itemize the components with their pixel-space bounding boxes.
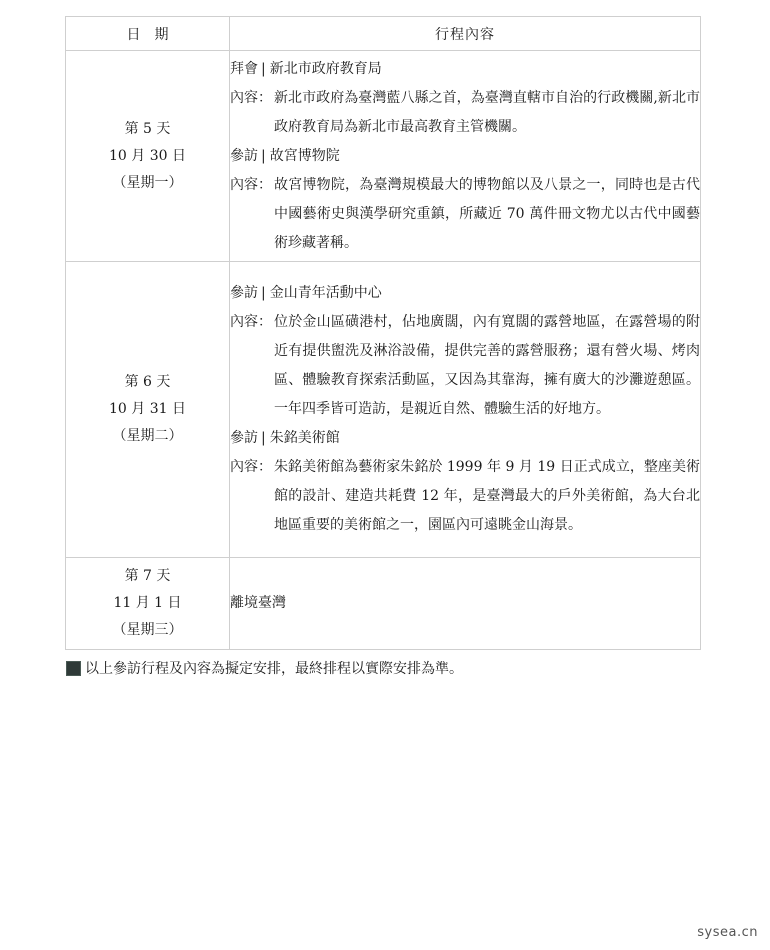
entry-label: 內容 xyxy=(230,176,258,193)
entry: 內容： 朱銘美術館為藝術家朱銘於 1999 年 9 月 19 日正式成立，整座美術館的設計、建造共耗費 12 年，是臺灣最大的戶外美術館，為大台北地區重要的美術館之一，園區內可遠眺金山海景。 xyxy=(230,453,700,540)
entry: 參訪 | 朱銘美術館 xyxy=(230,424,700,453)
entry: 參訪 | 金山青年活動中心 xyxy=(230,279,700,308)
entry-label: 參訪 xyxy=(230,285,258,301)
entry-text: 故宮博物院，為臺灣規模最大的博物館以及八景之一，同時也是古代中國藝術史與漢學研究重鎮，所藏近 70 萬件冊文物尤以古代中國藝術珍藏著稱。 xyxy=(274,176,700,251)
table-row xyxy=(66,558,701,650)
day-number: 第 6 天 xyxy=(124,374,171,390)
day-number: 第 5 天 xyxy=(124,120,171,137)
header-date: 日期 xyxy=(66,17,230,51)
content-cell xyxy=(230,558,701,650)
entry-text: 離境臺灣 xyxy=(230,595,286,611)
entry-label: 參訪 xyxy=(230,430,258,446)
entry-label: 拜會 xyxy=(230,60,258,77)
day-cell xyxy=(66,51,230,262)
entry-label: 內容 xyxy=(230,314,258,330)
footnote xyxy=(66,658,463,678)
entry-text: 朱銘美術館為藝術家朱銘於 1999 年 9 月 19 日正式成立，整座美術館的設計、建造共耗費 12 年，是臺灣最大的戶外美術館，為大台北地區重要的美術館之一，園區內可遠眺金山海景。 xyxy=(274,459,700,533)
entry: 內容： 位於金山區磺港村，佔地廣闊，內有寬闊的露營地區，在露營場的附近有提供盥洗及淋浴設備，提供完善的露營服務；還有營火場、烤肉區、體驗教育探索活動區，又因為其靠海，擁有廣大的沙灘遊憩區。一年四季皆可造訪，是親近自然、體驗生活的好地方。 xyxy=(230,308,700,424)
header-content: 行程內容 xyxy=(230,17,701,51)
content-cell xyxy=(230,262,701,558)
entry-text: 故宮博物院 xyxy=(269,147,340,164)
content-cell xyxy=(230,51,701,262)
watermark: sysea.cn xyxy=(697,925,758,940)
day-date: 10 月 31 日 xyxy=(109,401,186,417)
entry-text: 朱銘美術館 xyxy=(269,430,340,446)
day-weekday: （星期一） xyxy=(112,174,183,191)
entry: 拜會 | 新北市政府教育局 xyxy=(230,55,700,84)
day-cell xyxy=(66,558,230,650)
day-cell xyxy=(66,262,230,558)
day-number: 第 7 天 xyxy=(124,568,171,584)
entry: 參訪 | 故宮博物院 xyxy=(230,142,700,171)
day-weekday: （星期二） xyxy=(112,428,183,444)
itinerary-table xyxy=(65,16,701,650)
square-bullet-icon xyxy=(66,661,81,676)
footnote-text: 以上參訪行程及內容為擬定安排，最終排程以實際安排為準。 xyxy=(85,661,463,677)
entry-text: 新北市政府教育局 xyxy=(269,60,382,77)
table-header-row xyxy=(66,17,701,51)
entry-text: 位於金山區磺港村，佔地廣闊，內有寬闊的露營地區，在露營場的附近有提供盥洗及淋浴設備，提供完善的露營服務；還有營火場、烤肉區、體驗教育探索活動區，又因為其靠海，擁有廣大的沙灘遊憩區。一年四季皆可造訪，是親近自然、體驗生活的好地方。 xyxy=(274,314,700,417)
entry-label: 內容 xyxy=(230,89,258,106)
entry-label: 參訪 xyxy=(230,147,258,164)
entry: 內容： 新北市政府為臺灣藍八縣之首，為臺灣直轄市自治的行政機關,新北市政府教育局為新北市最高教育主管機關。 xyxy=(230,84,700,142)
day-weekday: （星期三） xyxy=(112,622,183,638)
table-row xyxy=(66,51,701,262)
day-date: 11 月 1 日 xyxy=(113,595,182,611)
entry: 內容： 故宮博物院，為臺灣規模最大的博物館以及八景之一，同時也是古代中國藝術史與漢學研究重鎮，所藏近 70 萬件冊文物尤以古代中國藝術珍藏著稱。 xyxy=(230,171,700,258)
day-date: 10 月 30 日 xyxy=(109,147,186,164)
table-row xyxy=(66,262,701,558)
entry-label: 內容 xyxy=(230,459,258,475)
entry-text: 新北市政府為臺灣藍八縣之首，為臺灣直轄市自治的行政機關,新北市政府教育局為新北市最高教育主管機關。 xyxy=(274,89,700,135)
entry-text: 金山青年活動中心 xyxy=(269,285,382,301)
